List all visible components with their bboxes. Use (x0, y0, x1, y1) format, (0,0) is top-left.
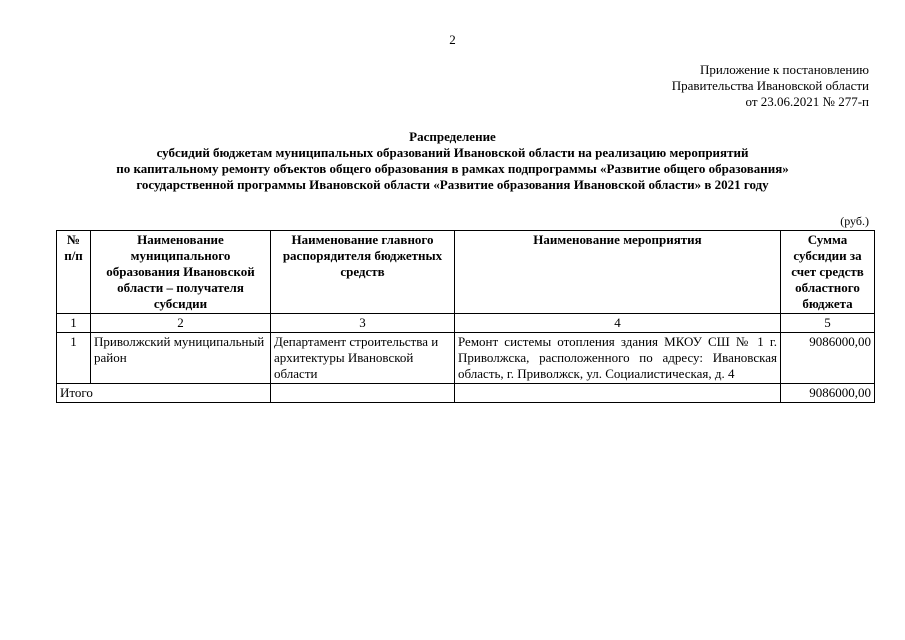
column-number: 2 (91, 314, 271, 333)
page-number: 2 (449, 32, 456, 47)
title-line-1: Распределение (409, 129, 496, 144)
column-number-row (57, 314, 875, 333)
table-header-row (57, 231, 875, 314)
title-line-3: по капитальному ремонту объектов общего образования в рамках подпрограммы «Развитие общего образования» (116, 161, 789, 176)
row-num: 1 (57, 333, 91, 384)
header-amount: Сумма субсидии за счет средств областного бюджета (781, 231, 875, 314)
total-empty-cell (455, 384, 781, 403)
title-line-2: субсидий бюджетам муниципальных образований Ивановской области на реализацию мероприятий (156, 145, 749, 160)
column-number: 5 (781, 314, 875, 333)
column-number: 1 (57, 314, 91, 333)
total-row (57, 384, 875, 403)
total-amount: 9086000,00 (781, 384, 875, 403)
appendix-line-1: Приложение к постановлению (699, 62, 869, 77)
header-municipality: Наименование муниципального образования Ивановской области – получателя субсидии (91, 231, 271, 314)
row-administrator: Департамент строительства и архитектуры Ивановской области (271, 333, 455, 384)
row-activity: Ремонт системы отопления здания МКОУ СШ № 1 г. Приволжска, расположенного по адресу: Ивановская область, г. Приволжск, ул. Социалистическая, д. 4 (455, 333, 781, 384)
column-number: 4 (455, 314, 781, 333)
currency-unit: (руб.) (840, 214, 869, 228)
header-administrator: Наименование главного распорядителя бюджетных средств (271, 231, 455, 314)
total-empty-cell (271, 384, 455, 403)
total-label: Итого (57, 384, 271, 403)
header-num: № п/п (57, 231, 91, 314)
column-number: 3 (271, 314, 455, 333)
row-municipality: Приволжский муниципальный район (91, 333, 271, 384)
appendix-header (672, 62, 869, 110)
appendix-line-3: от 23.06.2021 № 277-п (745, 94, 869, 109)
header-activity: Наименование мероприятия (455, 231, 781, 314)
row-amount: 9086000,00 (781, 333, 875, 384)
table-row (57, 333, 875, 384)
document-title (0, 129, 905, 193)
distribution-table (56, 230, 875, 403)
appendix-line-2: Правительства Ивановской области (671, 78, 869, 93)
title-line-4: государственной программы Ивановской области «Развитие образования Ивановской области» в 2021 году (136, 177, 769, 192)
